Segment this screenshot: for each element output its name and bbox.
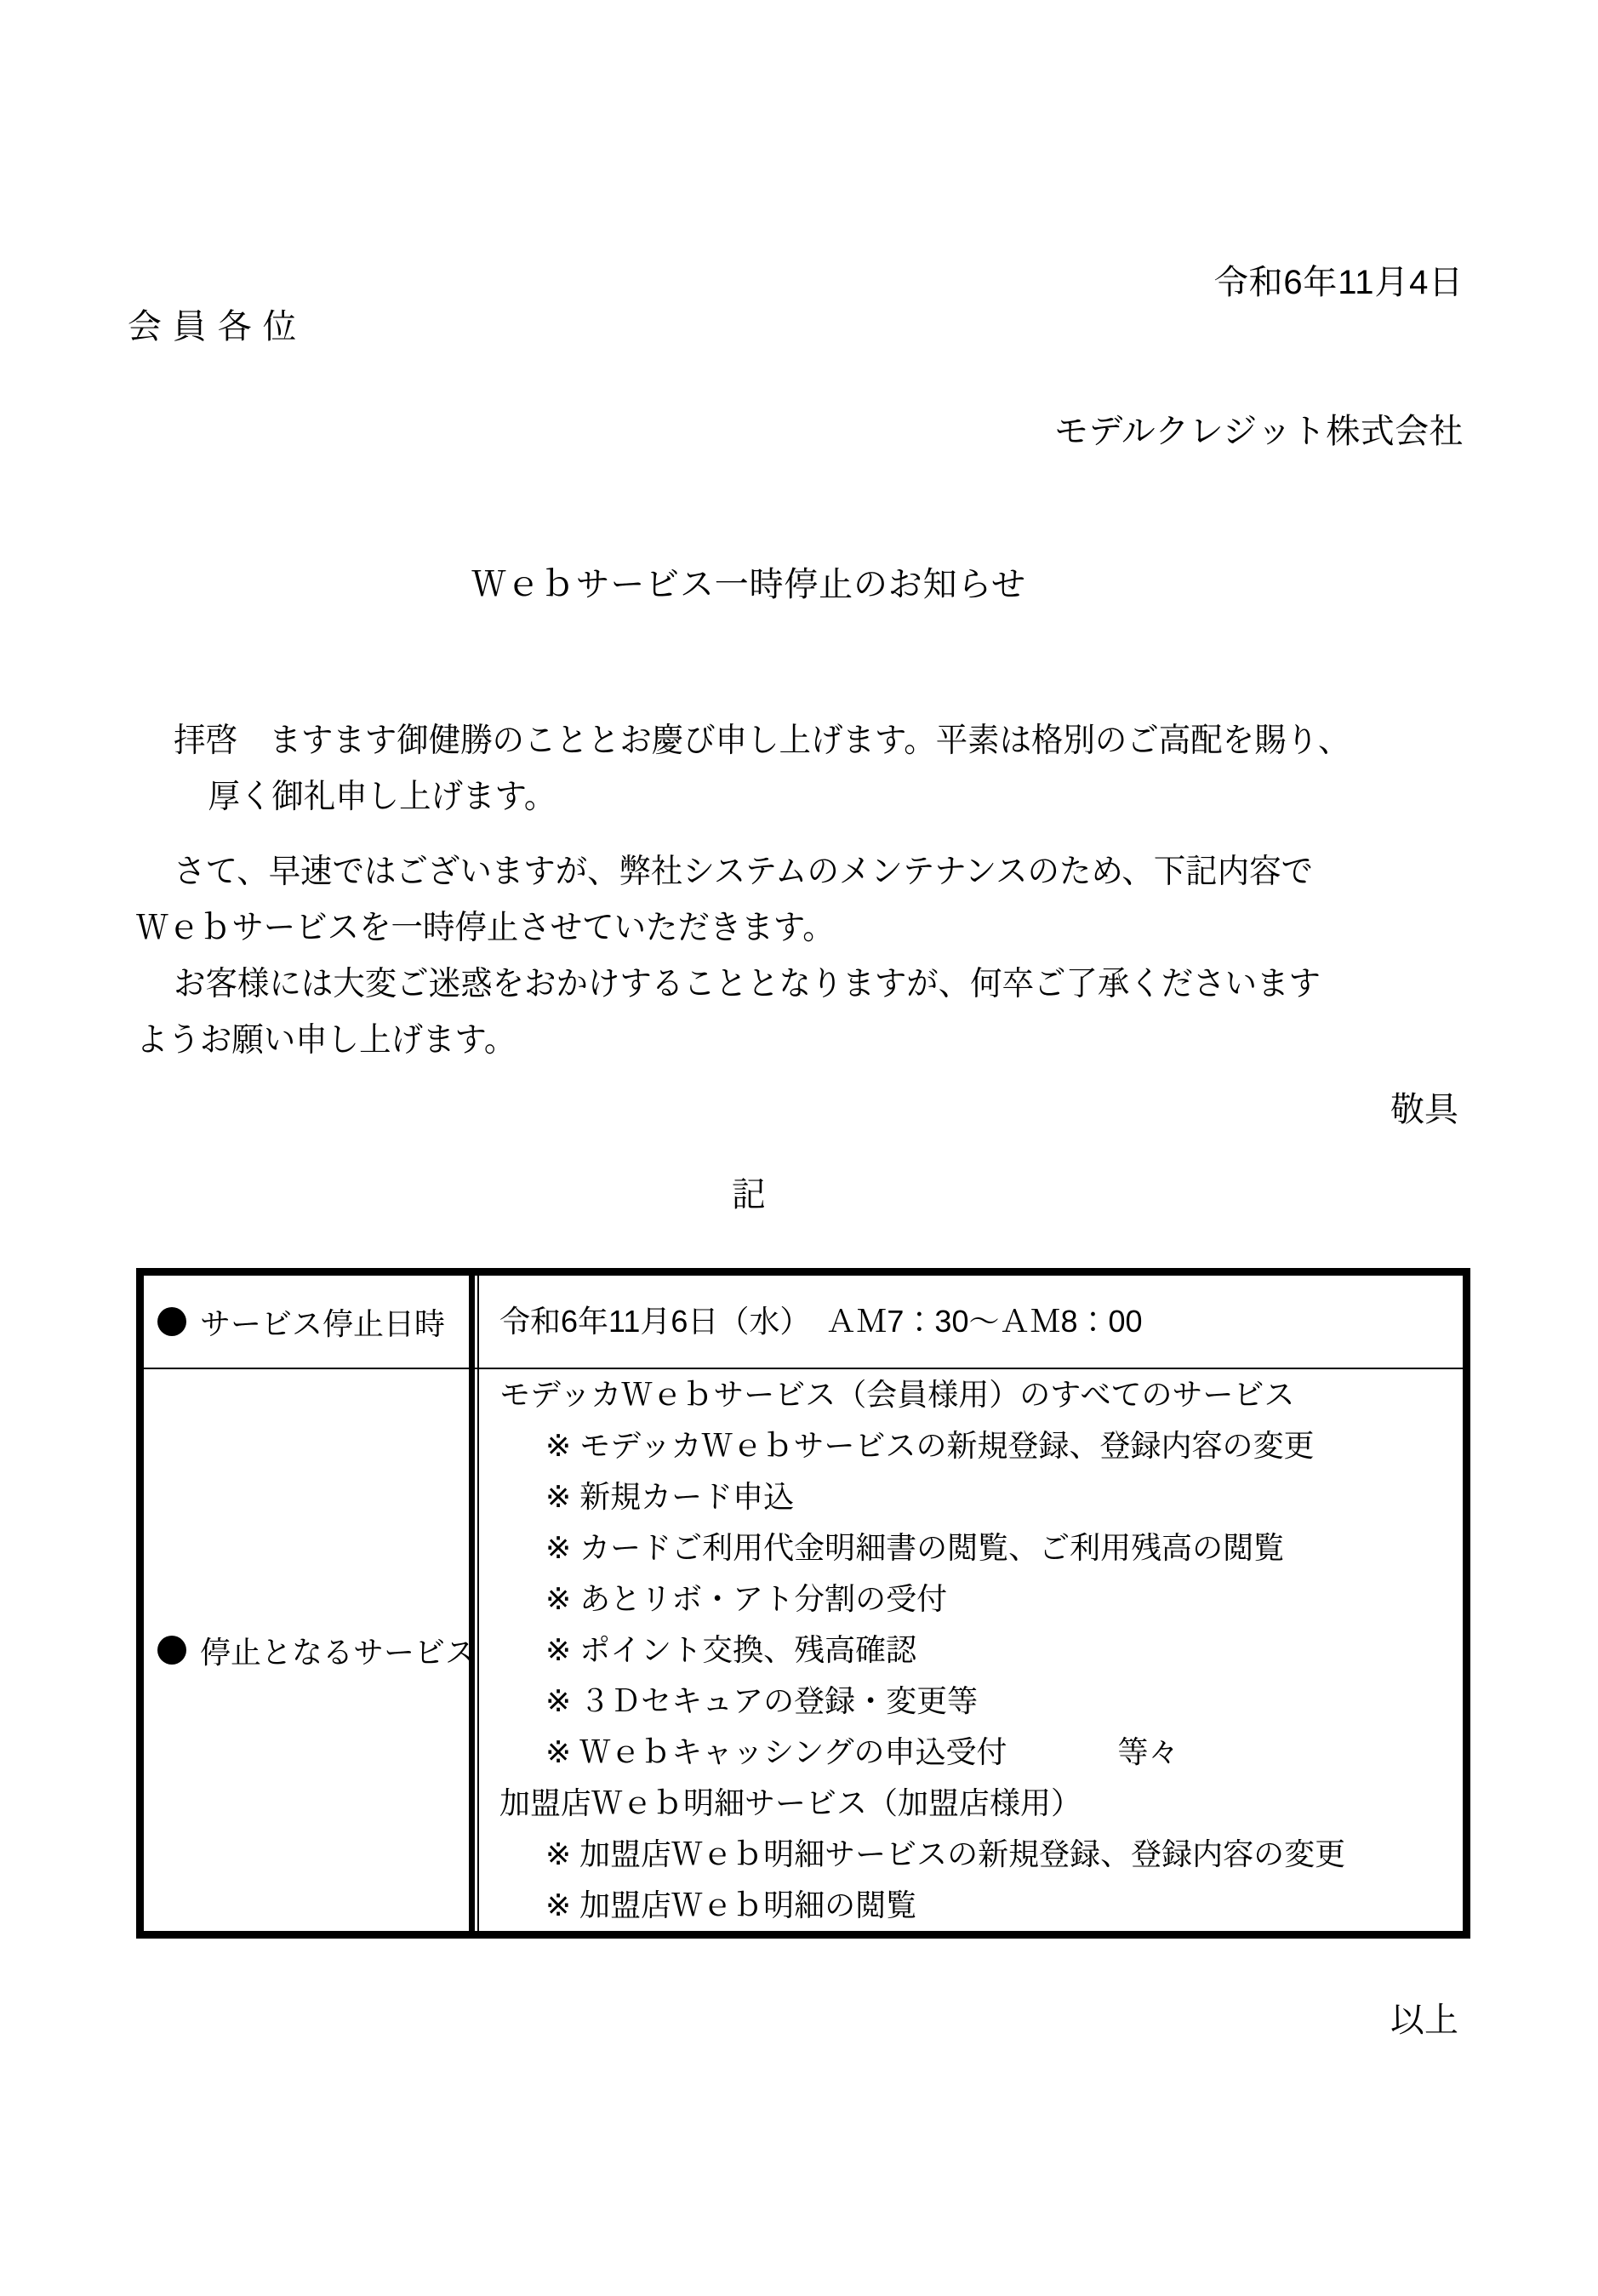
- filled-circle-icon: [157, 1307, 186, 1336]
- service-item: ※ 加盟店Ｗｅｂ明細サービスの新規登録、登録内容の変更: [545, 1836, 1346, 1871]
- document-sheet: [128, 0, 1489, 2296]
- service-group-merchant-heading: 加盟店Ｗｅｂ明細サービス（加盟店様用）: [499, 1785, 1082, 1820]
- service-item: ※ 新規カード申込: [545, 1479, 795, 1514]
- service-group-member-heading: モデッカＷｅｂサービス（会員様用）のすべてのサービス: [499, 1377, 1295, 1412]
- table-row-value-cell: [479, 1369, 1463, 1931]
- paragraph-maintenance: [136, 844, 1418, 957]
- page-title: Ｗｅｂサービス一時停止のお知らせ: [471, 566, 1026, 603]
- record-marker: 記: [732, 1176, 766, 1214]
- service-item: ※ カードご利用代金明細書の閲覧、ご利用残高の閲覧: [545, 1530, 1285, 1565]
- paragraph-apology-line-1: お客様には大変ご迷惑をおかけすることとなりますが、何卒ご了承くださいます: [174, 966, 1321, 1002]
- suspension-details-table: [136, 1268, 1470, 1939]
- service-item: ※ モデッカＷｅｂサービスの新規登録、登録内容の変更: [545, 1428, 1315, 1463]
- service-item: ※ あとリボ・アト分割の受付: [545, 1581, 948, 1616]
- paragraph-maintenance-line-1: さて、早速ではございますが、弊社システムのメンテナンスのため、下記内容で: [174, 854, 1314, 890]
- body-text: [136, 713, 1472, 1088]
- closing-ijou: 以上: [1390, 2002, 1458, 2039]
- sender-company-name: モデルクレジット株式会社: [1054, 413, 1464, 450]
- closing-keigu: 敬具: [1390, 1091, 1458, 1128]
- suspension-datetime: 令和6年11月6日（水） ＡＭ7：30～ＡＭ8：00: [499, 1304, 1143, 1339]
- service-item: ※ Ｗｅｂキャッシングの申込受付: [545, 1734, 1007, 1769]
- table-row-value-cell: [479, 1276, 1463, 1368]
- etc-label: 等々: [1117, 1734, 1179, 1769]
- paragraph-maintenance-line-2: Ｗｅｂサービスを一時停止させていただきます。: [136, 910, 835, 946]
- table-row-label-cell: [144, 1276, 479, 1368]
- filled-circle-icon: [157, 1636, 186, 1665]
- table-row-label: 停止となるサービス: [200, 1634, 477, 1670]
- paragraph-greeting-line-2: 厚く御礼申し上げます。: [208, 779, 556, 815]
- table-row-label-cell: [144, 1369, 479, 1931]
- service-item: ※ 加盟店Ｗｅｂ明細の閲覧: [545, 1888, 917, 1922]
- service-item: ※ ポイント交換、残高確認: [545, 1632, 917, 1667]
- table-inner-border: [142, 1274, 1464, 1933]
- paragraph-greeting: [136, 713, 1418, 825]
- addressee-line: 会員各位: [128, 308, 308, 346]
- table-row: [144, 1276, 1463, 1369]
- issue-date: 令和6年11月4日: [1213, 264, 1464, 301]
- paragraph-apology-line-2: ようお願い申し上げます。: [136, 1022, 516, 1059]
- service-item: ※ ３Ｄセキュアの登録・変更等: [545, 1683, 979, 1718]
- paragraph-greeting-line-1: 拝啓 ますます御健勝のこととお慶び申し上げます。平素は格別のご高配を賜り、: [174, 722, 1350, 759]
- paragraph-apology: [136, 957, 1418, 1069]
- table-row: [144, 1369, 1463, 1931]
- service-item-with-etc: [499, 1727, 1454, 1778]
- table-row-label: サービス停止日時: [200, 1305, 446, 1341]
